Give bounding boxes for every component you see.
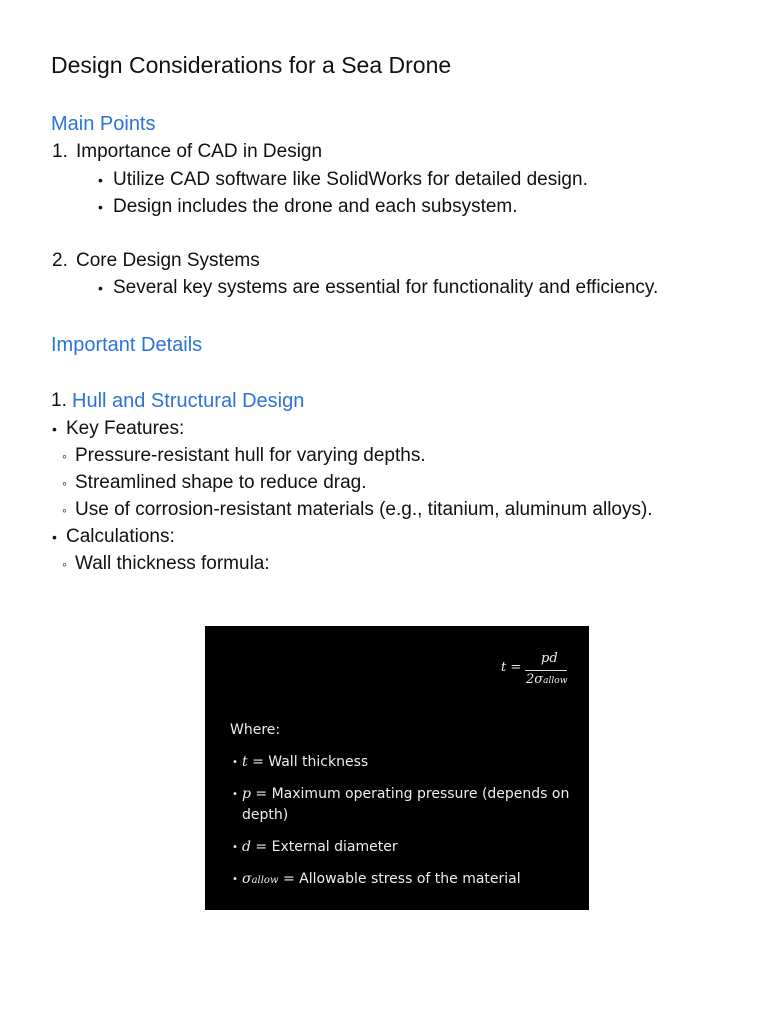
- wall-thickness-formula: [501, 652, 571, 692]
- bullet-icon: •: [98, 280, 103, 296]
- section-number: 1.: [51, 390, 67, 411]
- bullet-icon: •: [52, 529, 57, 545]
- main-point-1-bullet-2: Design includes the drone and each subsystem.: [113, 196, 518, 217]
- definition-d: d = External diameter: [242, 839, 398, 855]
- main-point-1-number: 1.: [52, 141, 68, 162]
- bullet-icon: •: [232, 757, 238, 768]
- main-point-2-number: 2.: [52, 250, 68, 271]
- bullet-icon: •: [232, 842, 238, 853]
- main-points-heading: Main Points: [51, 113, 156, 135]
- where-label: Where:: [230, 722, 281, 738]
- formula-lhs: t =: [501, 660, 522, 675]
- main-point-1-bullet-1: Utilize CAD software like SolidWorks for detailed design.: [113, 169, 588, 190]
- main-point-2-bullet-1: Several key systems are essential for functionality and efficiency.: [113, 277, 659, 298]
- main-point-2-label: Core Design Systems: [76, 250, 260, 271]
- formula-image: [205, 626, 589, 910]
- definition-p-continued: depth): [242, 807, 289, 823]
- circle-bullet-icon: ◦: [62, 475, 67, 491]
- main-point-1-label: Importance of CAD in Design: [76, 141, 323, 162]
- key-feature-3: Use of corrosion-resistant materials (e.g., titanium, aluminum alloys).: [75, 499, 653, 520]
- document-title: Design Considerations for a Sea Drone: [51, 52, 452, 78]
- circle-bullet-icon: ◦: [62, 556, 67, 572]
- bullet-icon: •: [232, 874, 238, 885]
- bullet-icon: •: [98, 172, 103, 188]
- definition-sigma: σallow = Allowable stress of the material: [242, 871, 521, 887]
- formula-numerator: pd: [541, 651, 558, 666]
- important-details-heading: Important Details: [51, 334, 203, 356]
- circle-bullet-icon: ◦: [62, 448, 67, 464]
- fraction-bar: [525, 670, 567, 671]
- circle-bullet-icon: ◦: [62, 502, 67, 518]
- bullet-icon: •: [98, 199, 103, 215]
- section-heading: Hull and Structural Design: [72, 390, 305, 412]
- bullet-icon: •: [52, 421, 57, 437]
- calculation-1: Wall thickness formula:: [75, 553, 270, 574]
- formula-denominator: 2σallow: [526, 672, 568, 687]
- key-features-label: Key Features:: [66, 418, 185, 439]
- calculations-label: Calculations:: [66, 526, 175, 547]
- definition-t: t = Wall thickness: [242, 754, 369, 770]
- key-feature-2: Streamlined shape to reduce drag.: [75, 472, 367, 493]
- definition-p: p = Maximum operating pressure (depends on: [242, 786, 570, 802]
- key-feature-1: Pressure-resistant hull for varying depths.: [75, 445, 426, 466]
- bullet-icon: •: [232, 789, 238, 800]
